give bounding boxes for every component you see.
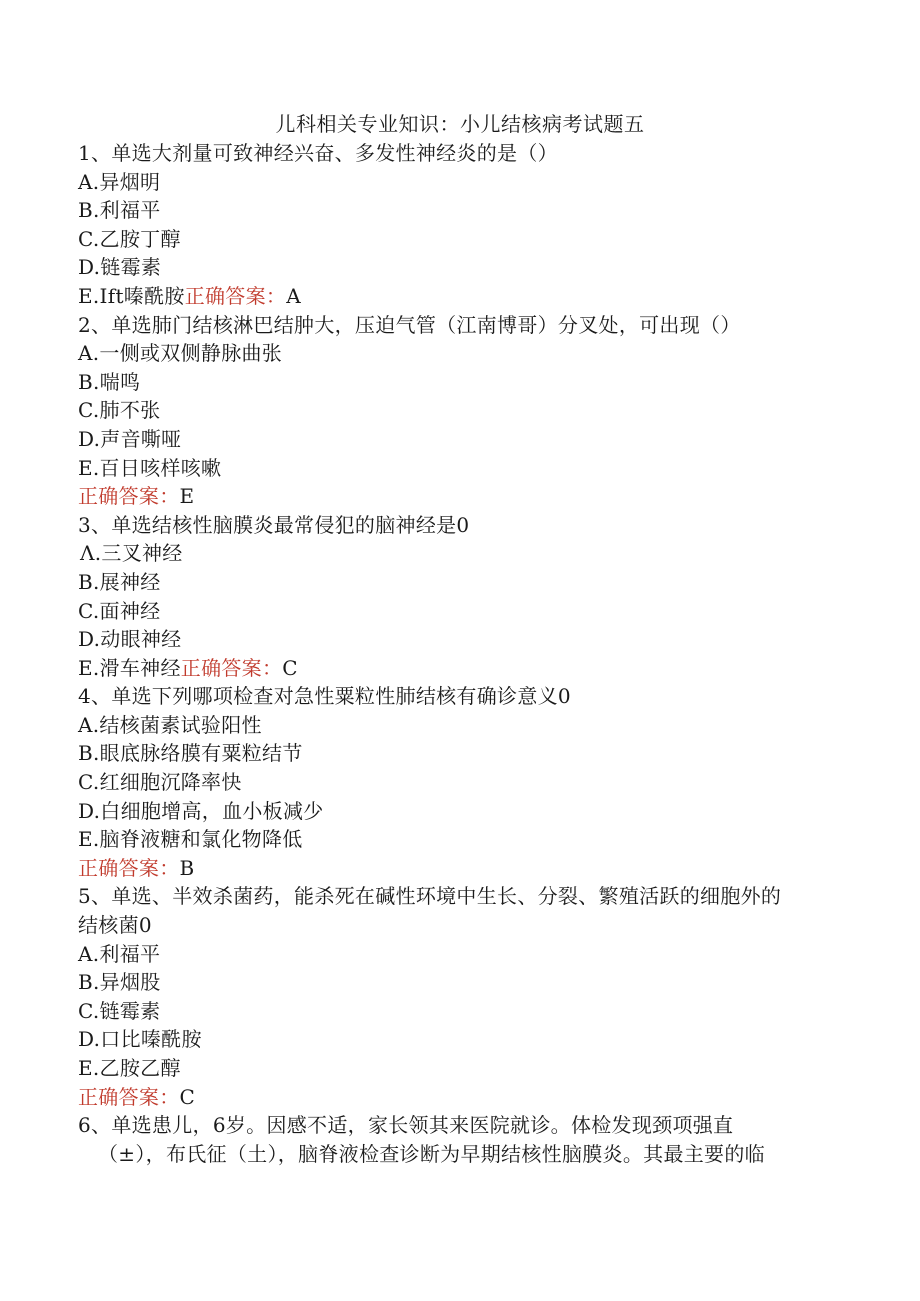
question-2-answer-label: 正确答案：	[78, 484, 180, 509]
question-5-answer-label: 正确答案：	[78, 1084, 180, 1109]
question-5-answer	[78, 1083, 838, 1112]
question-5-option-a: A.利福平	[78, 941, 161, 966]
question-1-answer-label: 正确答案：	[184, 283, 287, 308]
question-2-option-b: B.喘鸣	[78, 369, 141, 394]
question-5-stem-line1: 5、单选、半效杀菌药，能杀死在碱性环境中生长、分裂、繁殖活跃的细胞外的	[78, 884, 782, 909]
question-5-option-d: D.口比嗪酰胺	[78, 1027, 202, 1052]
question-6-stem-line2: （±），布氏征（土），脑脊液检查诊断为早期结核性脑膜炎。其最主要的临	[98, 1141, 765, 1166]
question-1-option-b: B.利福平	[78, 198, 161, 223]
question-2-answer-value: E	[179, 484, 195, 509]
question-2-option-a: A.一侧或双侧静脉曲张	[78, 341, 283, 366]
question-4-option-c: C.红细胞沉降率快	[78, 770, 242, 795]
question-3-option-e-with-answer	[78, 654, 838, 683]
question-4-answer-value: B	[179, 855, 195, 880]
question-1-option-e: E.Ift嗪酰胺	[78, 283, 185, 308]
question-3-option-c: C.面神经	[78, 598, 161, 623]
document-title: 儿科相关专业知识：小儿结核病考试题五	[275, 112, 645, 136]
question-1-option-e-with-answer	[78, 282, 838, 311]
question-1-option-d: D.链霉素	[78, 255, 162, 280]
question-1-option-a: A.异烟明	[78, 169, 161, 194]
question-4-answer-label: 正确答案：	[78, 855, 180, 880]
question-1-answer-value: A	[286, 283, 301, 308]
question-6-stem-line1: 6、单选患儿，6岁。因感不适，家长领其来医院就诊。体检发现颈项强直	[78, 1113, 734, 1138]
question-4-stem: 4、单选下列哪项检查对急性粟粒性肺结核有确诊意义0	[78, 684, 571, 709]
question-5-option-e: E.乙胺乙醇	[78, 1056, 181, 1080]
question-4-option-e: E.脑脊液糖和氯化物降低	[78, 827, 303, 852]
question-3-answer-label: 正确答案：	[180, 655, 283, 680]
question-1-option-c: C.乙胺丁醇	[78, 226, 181, 251]
question-2-option-e: E.百日咳样咳嗽	[78, 455, 222, 480]
question-4-answer	[78, 854, 838, 883]
question-5-option-b: B.异烟股	[78, 970, 161, 995]
question-3-option-a: Λ.三叉神经	[80, 541, 183, 566]
question-4-option-b: B.眼底脉络膜有粟粒结节	[78, 741, 303, 766]
question-3-stem: 3、单选结核性脑膜炎最常侵犯的脑神经是0	[78, 512, 470, 537]
question-4-option-a: A.结核菌素试验阳性	[78, 712, 262, 737]
question-3-option-e: E.滑车神经	[78, 655, 181, 680]
question-4-option-d: D.白细胞增高，血小板减少	[78, 798, 324, 823]
question-2-option-c: C.肺不张	[78, 398, 161, 423]
question-5-stem-line2: 结核菌0	[78, 913, 152, 938]
question-2-option-d: D.声音嘶哑	[78, 426, 182, 451]
question-5-answer-value: C	[179, 1084, 196, 1109]
question-2-answer	[78, 482, 838, 511]
question-2-stem: 2、单选肺门结核淋巴结肿大，压迫气管（江南博哥）分叉处，可出现（）	[78, 312, 741, 337]
question-3-answer-value: C	[282, 655, 298, 680]
question-5-option-c: C.链霉素	[78, 998, 161, 1023]
question-3-option-b: B.展神经	[78, 569, 161, 594]
question-list	[78, 139, 838, 1168]
question-3-option-d: D.动眼神经	[78, 627, 182, 652]
question-1-stem: 1、单选大剂量可致神经兴奋、多发性神经炎的是（）	[78, 141, 558, 165]
